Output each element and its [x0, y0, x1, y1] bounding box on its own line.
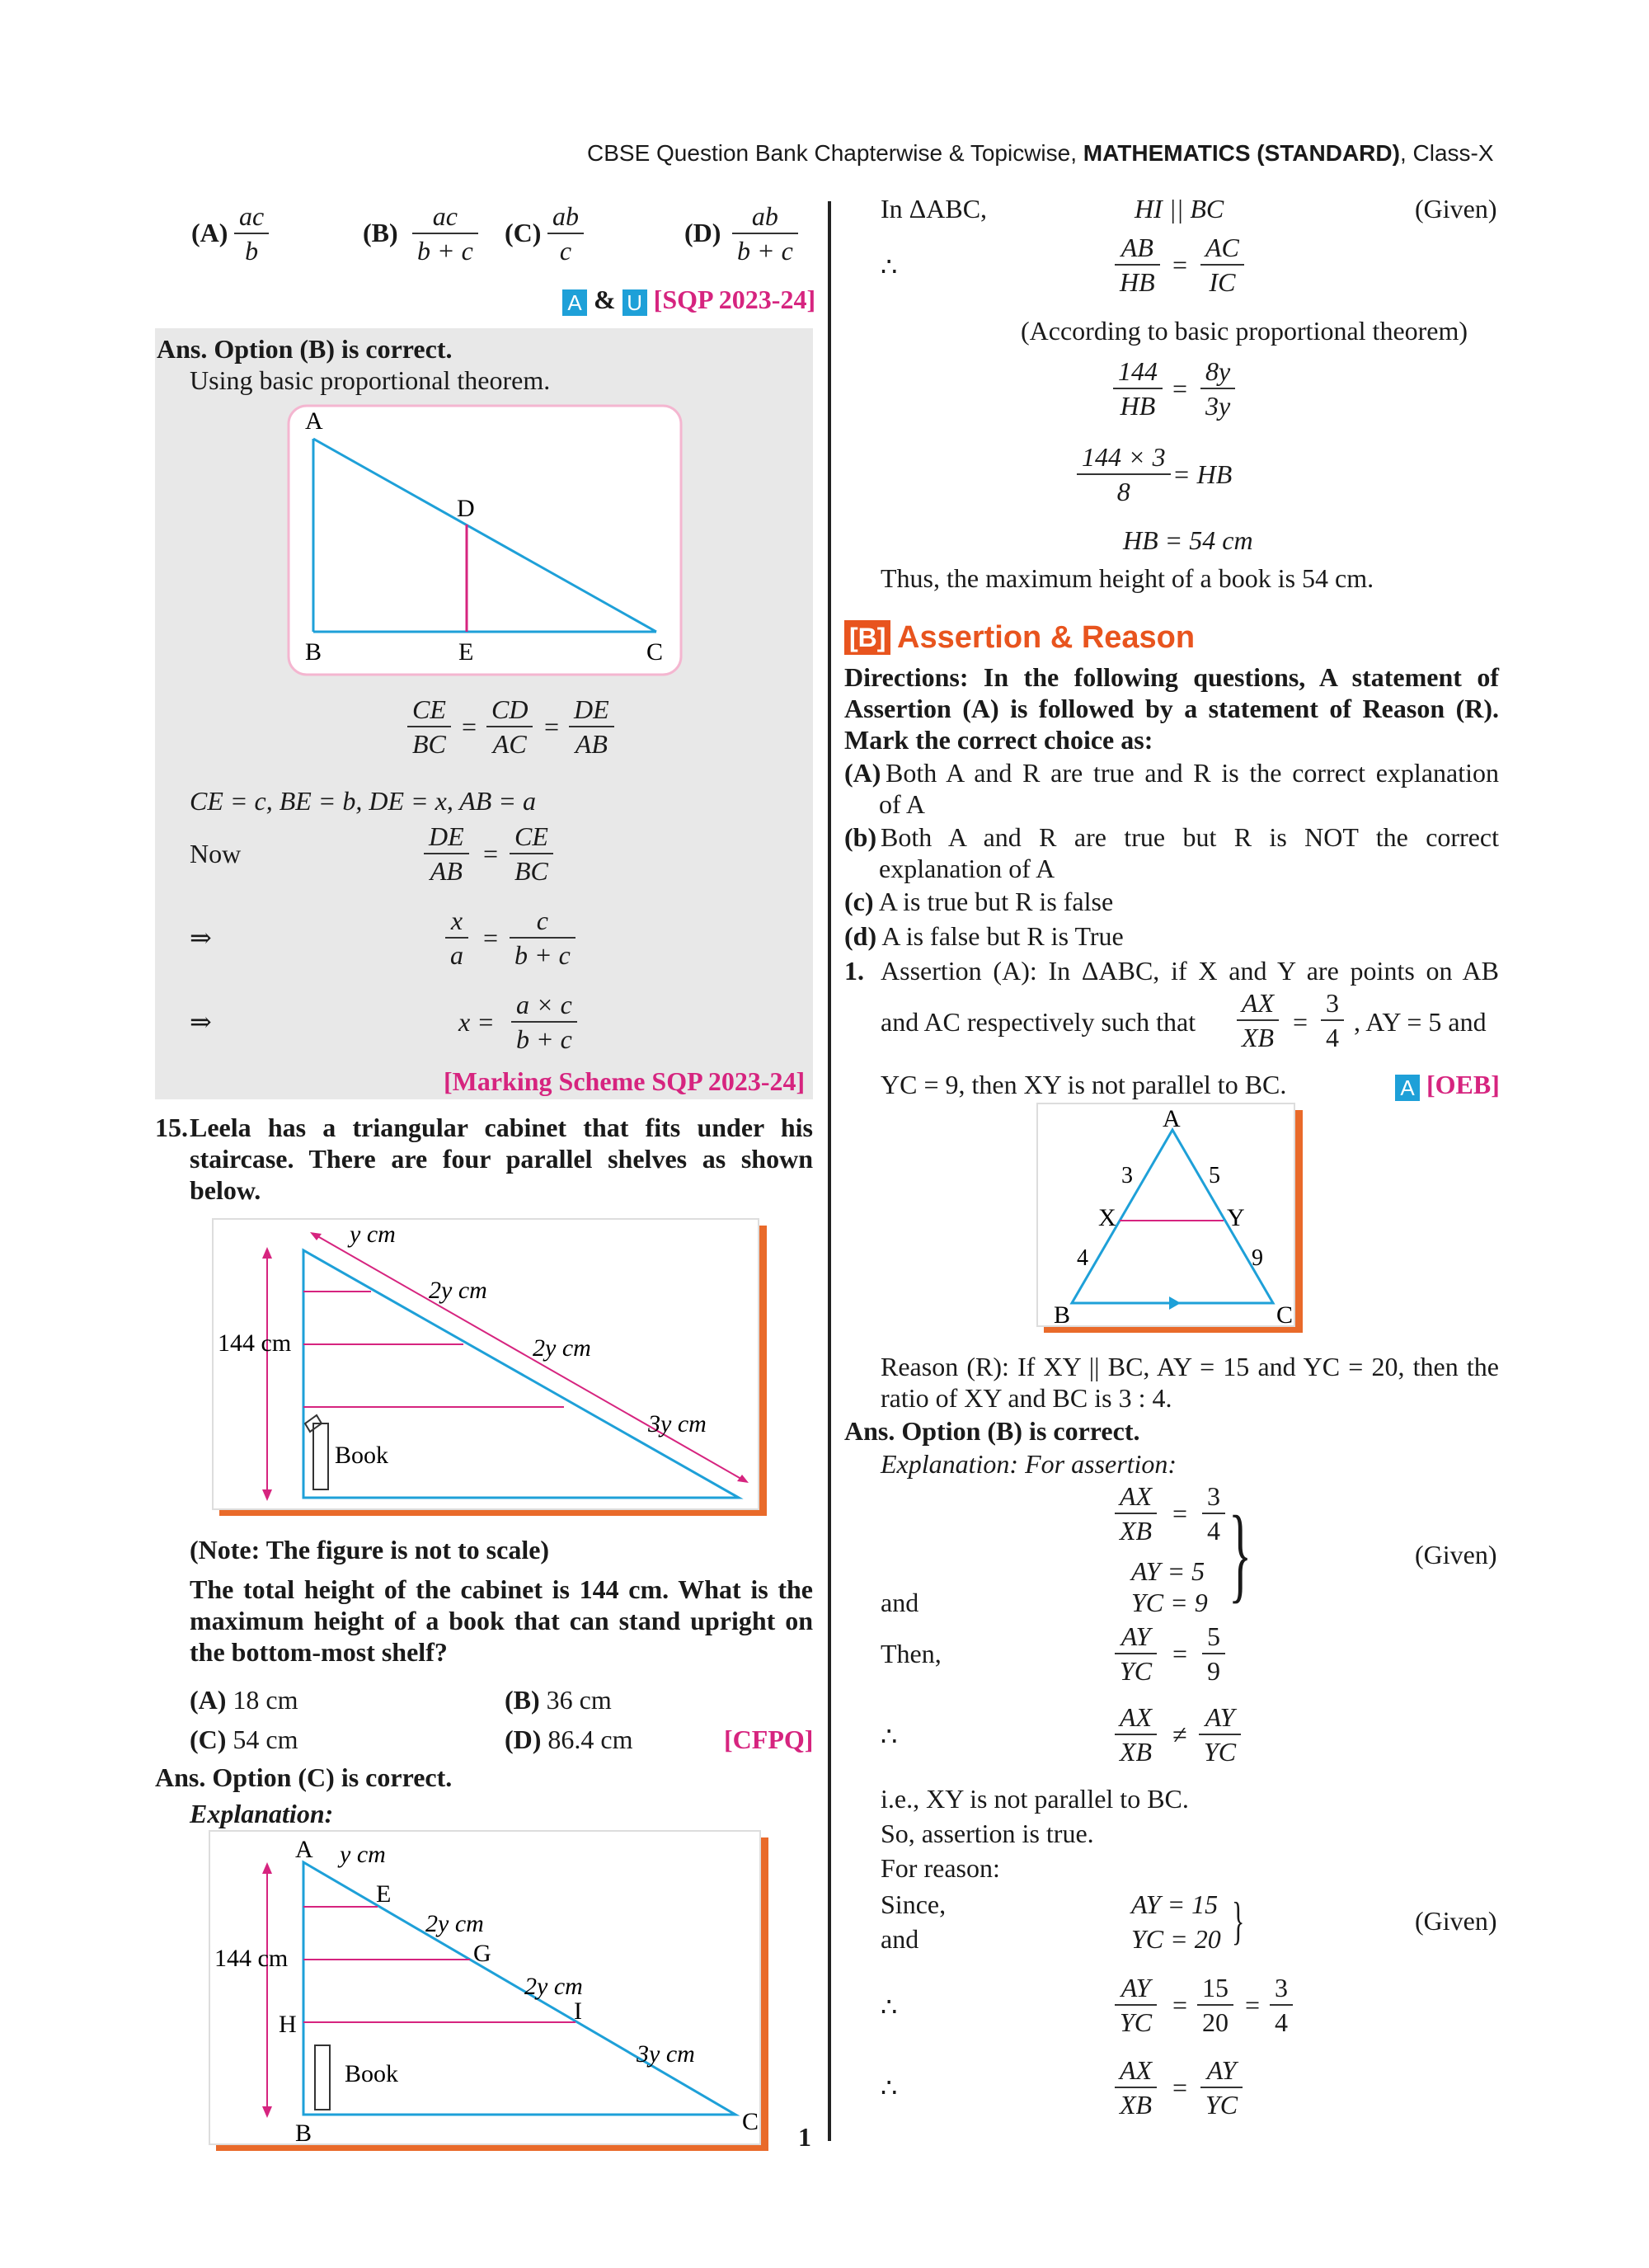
directions-1: Directions: In the following questions, A statement of [844, 662, 1499, 692]
and-2: and [881, 1924, 919, 1954]
page-header [587, 139, 1494, 168]
q15-opt-c [190, 1722, 298, 1757]
according: (According to basic proportional theorem) [1021, 316, 1468, 346]
hb-result: HB = 54 cm [1123, 525, 1253, 555]
eq-sign: = [1172, 1990, 1188, 2020]
eq-sign: = [1293, 1007, 1308, 1037]
q15-opt-b [505, 1682, 612, 1717]
label-e: E [458, 638, 474, 666]
therefore-4: ∴ [881, 2073, 898, 2102]
num: ab [732, 200, 798, 234]
label-2y-b: 2y cm [533, 1334, 591, 1362]
label-xb: 4 [1077, 1245, 1088, 1271]
eq-sign: = [462, 712, 477, 741]
q14-opt-b-frac [412, 200, 478, 267]
text: 36 cm [546, 1685, 612, 1715]
q15-opt-d [505, 1722, 633, 1757]
den: AB [575, 729, 608, 759]
label-a: A [1163, 1105, 1181, 1132]
num: 3 [1202, 1480, 1225, 1514]
den: YC [1120, 1656, 1153, 1686]
label-h: H [279, 2011, 297, 2038]
for-reason: For reason: [881, 1853, 1000, 1883]
q1-num: 1. [844, 956, 864, 986]
q14-ans: Ans. Option (B) is correct. [157, 334, 453, 364]
tag-u: U [622, 289, 647, 316]
q1-frac-rhs [1321, 986, 1344, 1054]
q15-body2: maximum height of a book that can stand upright on [190, 1606, 813, 1635]
text: 86.4 cm [547, 1725, 633, 1754]
label-2y-b: 2y cm [524, 1973, 583, 2000]
num: 5 [1202, 1620, 1225, 1654]
num: 3 [1270, 1971, 1293, 2006]
num: DE [424, 820, 469, 854]
q1-triangle-figure [1036, 1102, 1304, 1334]
r1-rhs [1270, 1971, 1293, 2039]
label-c: C [742, 2108, 759, 2135]
f3-lhs [1077, 440, 1171, 508]
label-a: A [295, 1836, 313, 1863]
given-2: (Given) [1415, 1540, 1497, 1569]
label-y: y cm [350, 1221, 396, 1248]
label-x: X [1098, 1204, 1116, 1231]
num: x [445, 904, 468, 939]
choice-a-label: (A) [844, 758, 881, 788]
choice-b-label: (b) [844, 822, 877, 852]
label-144: 144 cm [218, 1329, 292, 1357]
num: AC [1200, 231, 1244, 266]
f2-rhs [1200, 355, 1235, 422]
q14-marking: [Marking Scheme SQP 2023-24] [444, 1066, 806, 1096]
choice-b-line2: explanation of A [879, 854, 1055, 883]
step2-lhs [445, 904, 468, 972]
label-ax: 3 [1121, 1163, 1133, 1188]
frame [209, 1831, 760, 2144]
in-abc: In ΔABC, [881, 194, 988, 224]
q15-note: (Note: The figure is not to scale) [190, 1535, 550, 1565]
hi-parallel-bc: HI || BC [1135, 194, 1224, 224]
label-g: G [473, 1940, 491, 1967]
step2-rhs [510, 904, 576, 972]
q15-source: [CFPQ] [724, 1725, 814, 1754]
den: b [245, 236, 259, 266]
neq-sign: ≠ [1172, 1720, 1187, 1749]
num: 8y [1200, 355, 1235, 389]
label-2y-a: 2y cm [425, 1910, 484, 1937]
label-3y: 3y cm [637, 2040, 695, 2068]
q14-opt-b-label: (B) [363, 218, 398, 247]
step3-rhs [511, 988, 577, 1056]
q15-solution-figure [208, 1829, 777, 2156]
den: XB [1120, 1737, 1153, 1767]
q15-opt-a [190, 1682, 298, 1717]
ie-line: i.e., XY is not parallel to BC. [881, 1784, 1189, 1814]
den: c [559, 236, 572, 266]
den: AC [492, 729, 527, 759]
implies-1: ⇒ [190, 923, 212, 953]
thus-line: Thus, the maximum height of a book is 54 cm. [881, 563, 1374, 593]
q1-source: [OEB] [1426, 1070, 1500, 1099]
q15-line3: below. [190, 1175, 261, 1205]
num: c [510, 904, 576, 939]
q1-line2b: , AY = 5 and [1354, 1007, 1487, 1037]
den: YC [1204, 1737, 1237, 1767]
q15-expl: Explanation: [190, 1799, 334, 1828]
yc-9: YC = 9 [1131, 1588, 1208, 1617]
den: 4 [1207, 1516, 1220, 1546]
q15-cabinet-figure [211, 1217, 775, 1522]
eq-sign: = [1172, 374, 1188, 403]
num: AB [1115, 231, 1160, 266]
eq-sign: = [1172, 250, 1188, 280]
q14-opt-d-label: (D) [684, 218, 721, 247]
num: CE [407, 693, 451, 727]
q1-line3: YC = 9, then XY is not parallel to BC. [881, 1070, 1287, 1099]
header-prefix: CBSE Question Bank Chapterwise & Topicwise, [587, 140, 1083, 166]
r2-rhs [1200, 2054, 1243, 2121]
f1-rhs [1200, 231, 1244, 299]
num: ac [412, 200, 478, 234]
den: b + c [514, 940, 571, 970]
q14-triangle-figure [287, 404, 683, 676]
den: BC [412, 729, 446, 759]
q15-line2: staircase. There are four parallel shelves as shown [190, 1144, 813, 1174]
den: BC [514, 856, 548, 886]
choice-a-line1: Both A and R are true and R is the correct explanation [886, 758, 1499, 788]
num: DE [569, 693, 614, 727]
label-c: C [646, 638, 664, 666]
and-1: and [881, 1588, 919, 1617]
column-divider [828, 201, 831, 2141]
reason-line1: Reason (R): If XY || BC, AY = 15 and YC = 20, then the [881, 1352, 1499, 1381]
q1-frac-lhs [1237, 986, 1279, 1054]
q15-line1: Leela has a triangular cabinet that fits under his [190, 1113, 813, 1142]
num: ac [234, 200, 269, 234]
den: XB [1120, 2090, 1153, 2120]
therefore-3: ∴ [881, 1992, 898, 2021]
den: YC [1120, 2007, 1153, 2037]
num: AX [1115, 1701, 1157, 1735]
label-c: C [1276, 1301, 1294, 1329]
therefore-2: ∴ [881, 1721, 898, 1751]
label-b: B [295, 2120, 312, 2147]
label: (d) [844, 921, 877, 951]
num: AY [1115, 1620, 1157, 1654]
q14-opt-a-frac [234, 200, 269, 267]
q14-opt-d-frac [732, 200, 798, 267]
tag-a: A [562, 289, 587, 316]
den: IC [1209, 267, 1236, 297]
q14-opt-c-frac [547, 200, 584, 267]
label: (c) [844, 887, 874, 916]
q1-expl: Explanation: For assertion: [881, 1449, 1177, 1479]
label: (C) [190, 1725, 227, 1754]
a1-rhs [1202, 1480, 1225, 1547]
den: XB [1120, 1516, 1153, 1546]
eq-sign: = [1172, 1499, 1188, 1528]
den: 20 [1202, 2007, 1229, 2037]
q14-opt-c-label: (C) [505, 218, 542, 247]
step1-lhs [424, 820, 469, 887]
yc-20: YC = 20 [1131, 1924, 1221, 1954]
label: (D) [505, 1725, 542, 1754]
q14-given: CE = c, BE = b, DE = x, AB = a [190, 786, 536, 816]
label-e: E [376, 1880, 392, 1908]
num: AY [1199, 1701, 1241, 1735]
choice-b-line1: Both A and R are true but R is NOT the correct [881, 822, 1499, 852]
label-a: A [305, 407, 323, 435]
num: AY [1200, 2054, 1243, 2088]
choice-a-line2: of A [879, 789, 925, 819]
then: Then, [881, 1639, 942, 1668]
num: 15 [1197, 1971, 1233, 2006]
a2-rhs [1202, 1620, 1225, 1687]
step1-rhs [510, 820, 553, 887]
label-3y: 3y cm [648, 1410, 707, 1437]
q14-opt-a-label: (A) [191, 218, 228, 247]
den: XB [1242, 1023, 1275, 1052]
den: YC [1205, 2090, 1238, 2120]
den: b + c [737, 236, 793, 266]
den: b + c [417, 236, 473, 266]
brace-2: } [1232, 1891, 1245, 1950]
eq-sign: = [544, 712, 560, 741]
num: 144 × 3 [1077, 440, 1171, 475]
since: Since, [881, 1889, 947, 1919]
ay-15: AY = 15 [1131, 1889, 1219, 1919]
eq-sign: = [1172, 2073, 1188, 2102]
q15-body1: The total height of the cabinet is 144 cm. What is the [190, 1574, 813, 1604]
num: AY [1115, 1971, 1157, 2006]
num: CE [510, 820, 553, 854]
section-tag: [B] [844, 620, 890, 655]
ratio-de-ab [569, 693, 614, 760]
den: HB [1120, 391, 1156, 421]
q1-ans: Ans. Option (B) is correct. [844, 1416, 1140, 1446]
a1-lhs [1115, 1480, 1157, 1547]
tag-a: A [1395, 1075, 1420, 1101]
num: 144 [1113, 355, 1163, 389]
text: A is true but R is false [878, 887, 1114, 916]
den: 3y [1205, 391, 1231, 421]
den: a [450, 940, 463, 970]
label: (B) [505, 1685, 540, 1715]
den: 4 [1326, 1023, 1339, 1052]
brace-1: } [1229, 1494, 1252, 1613]
ay-5: AY = 5 [1131, 1556, 1205, 1586]
label-y: Y [1227, 1204, 1245, 1231]
label-book: Book [335, 1442, 389, 1469]
q14-source: [SQP 2023-24] [653, 285, 816, 314]
q1-line1: Assertion (A): In ΔABC, if X and Y are points on AB [881, 956, 1499, 986]
label-b: B [305, 638, 322, 666]
section-title: Assertion & Reason [897, 620, 1196, 655]
num: AX [1115, 2054, 1157, 2088]
den: b + c [516, 1024, 572, 1054]
choice-d [844, 919, 1124, 953]
reason-line2: ratio of XY and BC is 3 : 4. [881, 1383, 1172, 1413]
q14-now: Now [190, 839, 242, 868]
num: 3 [1321, 986, 1344, 1021]
den: HB [1120, 267, 1155, 297]
frame [213, 1219, 759, 1509]
label-y: y cm [340, 1841, 386, 1868]
label-144: 144 cm [214, 1945, 289, 1972]
header-subject: MATHEMATICS (STANDARD) [1083, 140, 1400, 166]
q14-using: Using basic proportional theorem. [190, 365, 551, 395]
so-line: So, assertion is true. [881, 1819, 1094, 1848]
num: CD [486, 693, 533, 727]
eq-sign: = [483, 923, 499, 953]
directions-3: Mark the correct choice as: [844, 725, 1153, 755]
label-b: B [1054, 1301, 1071, 1329]
page-number: 1 [798, 2122, 811, 2152]
q15-body3: the bottom-most shelf? [190, 1637, 448, 1667]
figure-frame [289, 406, 681, 675]
label-ay: 5 [1209, 1163, 1220, 1188]
directions-2: Assertion (A) is followed by a statement of Reason (R). [844, 694, 1499, 723]
num: AX [1115, 1480, 1157, 1514]
eq-sign: = [1245, 1990, 1261, 2020]
q14-source-line [562, 282, 815, 317]
r2-lhs [1115, 2054, 1157, 2121]
given-1: (Given) [1415, 194, 1497, 224]
den: 9 [1207, 1656, 1220, 1686]
text: 54 cm [233, 1725, 298, 1754]
den: 8 [1116, 477, 1130, 506]
num: ab [547, 200, 584, 234]
eq-sign: = [1172, 1639, 1188, 1668]
label: (A) [190, 1685, 227, 1715]
num: AX [1237, 986, 1279, 1021]
ratio-ce-bc [407, 693, 451, 760]
f3-rhs: = HB [1172, 459, 1233, 489]
a3-rhs [1199, 1701, 1241, 1768]
text: A is false but R is True [881, 921, 1124, 951]
eq-sign: = [483, 839, 499, 868]
label-2y-a: 2y cm [429, 1277, 487, 1304]
a2-lhs [1115, 1620, 1157, 1687]
a3-lhs [1115, 1701, 1157, 1768]
implies-2: ⇒ [190, 1007, 212, 1037]
text: 18 cm [233, 1685, 298, 1715]
den: 4 [1275, 2007, 1288, 2037]
r1-mid [1197, 1971, 1233, 2039]
r1-lhs [1115, 1971, 1157, 2039]
label-book: Book [345, 2060, 399, 2087]
q15-ans: Ans. Option (C) is correct. [155, 1762, 453, 1792]
ratio-cd-ac [486, 693, 533, 760]
header-suffix: , Class-X [1399, 140, 1494, 166]
given-3: (Given) [1415, 1906, 1497, 1936]
label-d: D [457, 495, 475, 522]
f1-lhs [1115, 231, 1160, 299]
therefore-1: ∴ [881, 252, 898, 281]
den: AB [430, 856, 463, 886]
tag-amp: & [594, 285, 616, 314]
q1-line2a: and AC respectively such that [881, 1007, 1196, 1037]
label-i: I [574, 1997, 582, 2025]
step3-lhs: x = [458, 1007, 495, 1037]
frame [1037, 1103, 1294, 1326]
f2-lhs [1113, 355, 1163, 422]
label-yc: 9 [1252, 1245, 1263, 1271]
q15-num: 15. [155, 1113, 188, 1142]
num: a × c [511, 988, 577, 1023]
q1-source-line [1395, 1067, 1500, 1102]
choice-c [844, 884, 1113, 919]
